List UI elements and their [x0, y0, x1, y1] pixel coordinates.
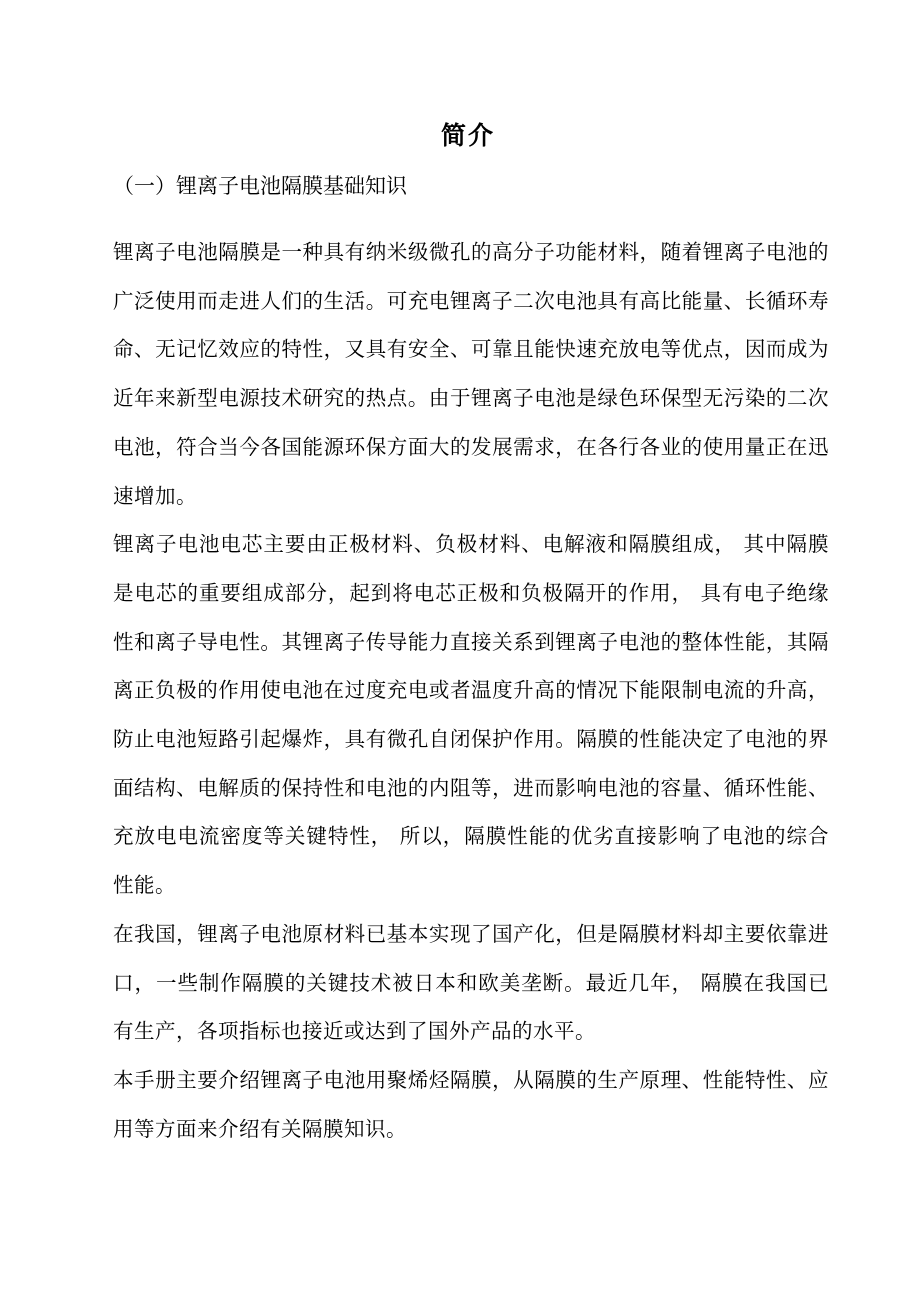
- section-heading: （一）锂离子电池隔膜基础知识: [113, 174, 407, 198]
- paragraph-manual-scope: 本手册主要介绍锂离子电池用聚烯烃隔膜，从隔膜的生产原理、性能特性、应用等方面来介绍有关隔膜知识。: [113, 1067, 829, 1141]
- paragraph-intro: 锂离子电池隔膜是一种具有纳米级微孔的高分子功能材料，随着锂离子电池的广泛使用而走进人们的生活。可充电锂离子二次电池具有高比能量、长循环寿命、无记忆效应的特性，又具有安全、可靠且能快速充放电等优点，因而成为近年来新型电源技术研究的热点。由于锂离子电池是绿色环保型无污染的二次电池，符合当今各国能源环保方面大的发展需求，在各行各业的使用量正在迅速增加。: [113, 240, 829, 508]
- paragraph-separator-role: 锂离子电池电芯主要由正极材料、负极材料、电解液和隔膜组成， 其中隔膜是电芯的重要组成部分，起到将电芯正极和负极隔开的作用， 具有电子绝缘性和离子导电性。其锂离子传导能力直接关系到锂离子电池的整体性能，其隔离正负极的作用使电池在过度充电或者温度升高的情况下能限制电流的升高，防止电池短路引起爆炸，具有微孔自闭保护作用。隔膜的性能决定了电池的界面结构、电解质的保持性和电池的内阻等，进而影响电池的容量、循环性能、充放电电流密度等关键特性， 所以，隔膜性能的优劣直接影响了电池的综合性能。: [113, 532, 829, 898]
- body-text: [113, 228, 829, 1153]
- page-title: 简介: [440, 121, 495, 150]
- paragraph-domestic-status: 在我国，锂离子电池原材料已基本实现了国产化，但是隔膜材料却主要依靠进口，一些制作隔膜的关键技术被日本和欧美垄断。最近几年， 隔膜在我国已有生产，各项指标也接近或达到了国外产品的水平。: [113, 921, 829, 1044]
